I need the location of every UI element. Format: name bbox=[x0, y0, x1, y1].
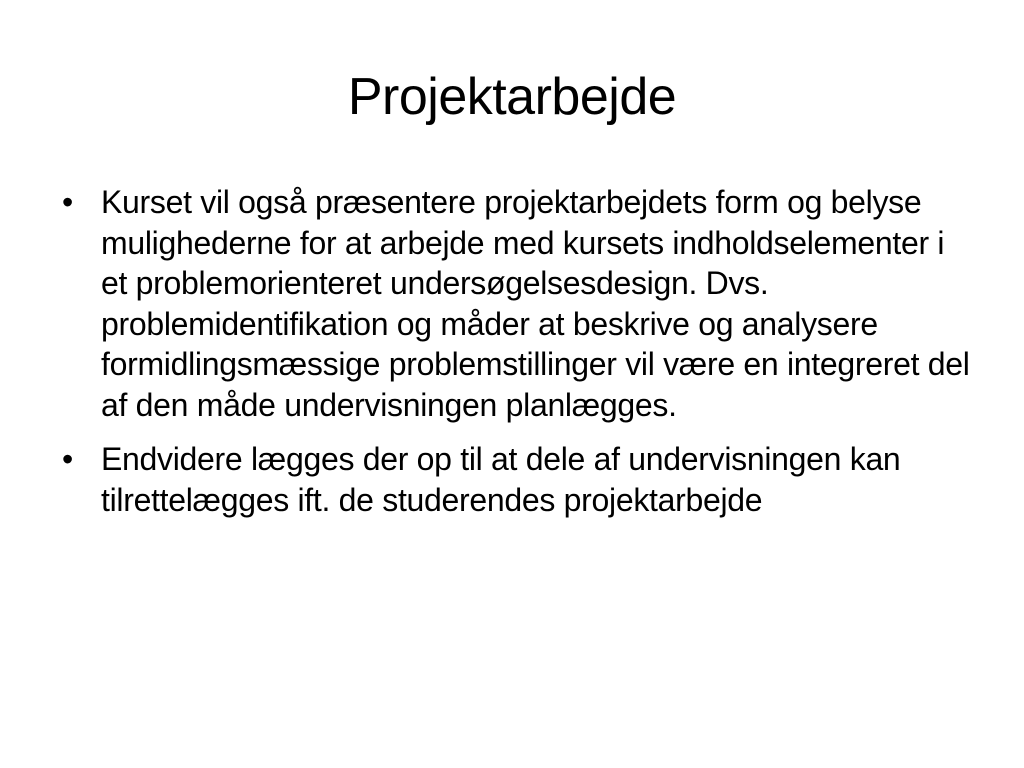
bullet-text: Kurset vil også præsentere projektarbejdets form og belyse mulighederne for at arbejde med kursets indholdselementer i et problemorienteret undersøgelsesdesign. Dvs. problemidentifikation og måder at beskrive og analysere formidlingsmæssige problemstillinger vil være en integreret del af den måde undervisningen planlægges. bbox=[101, 184, 970, 423]
bullet-list bbox=[56, 182, 976, 534]
slide-title: Projektarbejde bbox=[347, 68, 677, 126]
bullet-item bbox=[56, 439, 976, 520]
bullet-dot-icon: • bbox=[62, 441, 73, 477]
bullet-text: Endvidere lægges der op til at dele af undervisningen kan tilrettelægges ift. de studerendes projektarbejde bbox=[101, 441, 901, 518]
bullet-dot-icon: • bbox=[62, 184, 73, 220]
bullet-item bbox=[56, 182, 976, 425]
